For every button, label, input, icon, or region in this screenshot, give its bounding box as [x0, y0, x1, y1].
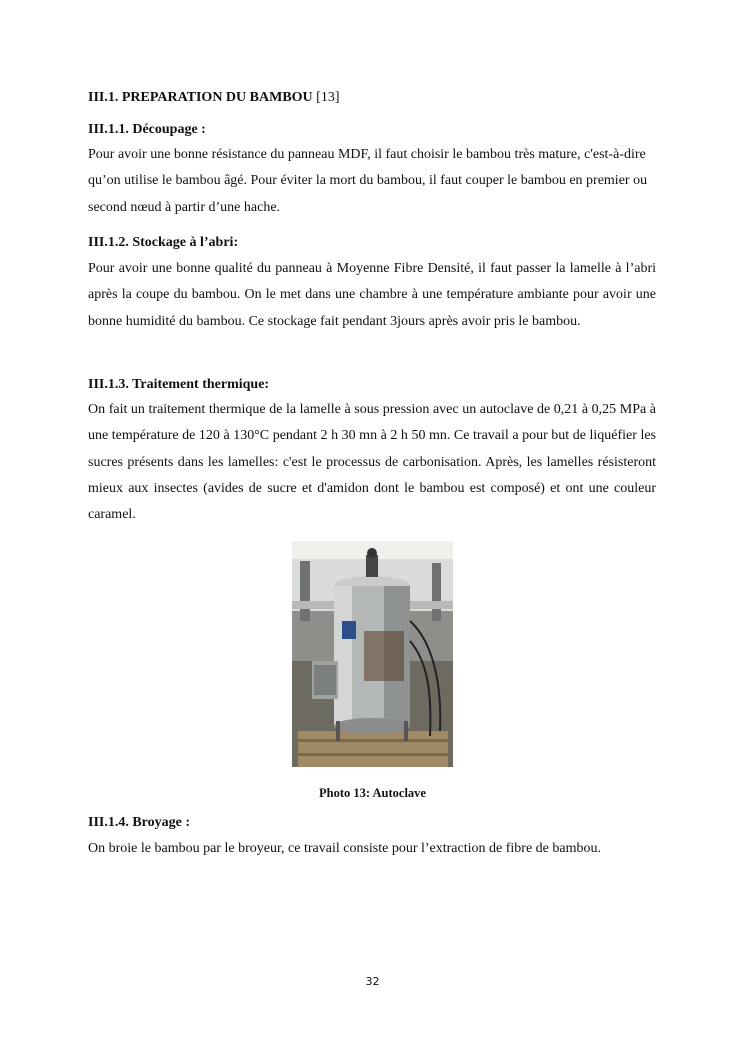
section-title [88, 90, 339, 106]
autoclave-illustration [292, 541, 453, 767]
paragraph-broyage: On broie le bambou par le broyeur, ce travail consiste pour l’extraction de fibre de bambou. [88, 841, 601, 856]
subsection-heading-stockage: III.1.2. Stockage à l’abri: [88, 235, 239, 250]
subsection-heading-traitement: III.1.3. Traitement thermique: [88, 377, 270, 392]
paragraph-traitement: On fait un traitement thermique de la lamelle à sous pression avec un autoclave de 0,21 à 0,25 MPa à une température de 120 à 130°C pendant 2 h 30 mn à 2 h 50 mn. Ce travail a pour but de liquéfier les sucres présents dans les lamelles: c'est le processus de carbonisation. Après, les lamelles résisteront mieux aux insectes (avides de sucre et d'amidon dont le bambou est composé) et ont une couleur caramel. [88, 402, 656, 523]
subsection-heading-decoupage: III.1.1. Découpage : [88, 122, 206, 137]
subsection-heading-broyage: III.1.4. Broyage : [88, 815, 191, 830]
autoclave-photo [292, 541, 453, 767]
page-number: 32 [365, 975, 380, 988]
photo-caption: Photo 13: Autoclave [319, 786, 426, 800]
paragraph-decoupage: Pour avoir une bonne résistance du panneau MDF, il faut choisir le bambou très mature, c'est-à-dire qu’on utilise le bambou âgé. Pour éviter la mort du bambou, il faut couper le bambou en premier ou second nœud à partir d’une hache. [88, 147, 648, 215]
paragraph-stockage: Pour avoir une bonne qualité du panneau à Moyenne Fibre Densité, il faut passer la lamelle à l’abri après la coupe du bambou. On le met dans une chambre à une température ambiante pour avoir une bonne humidité du bambou. Ce stockage fait pendant 3jours après avoir pris le bambou. [88, 261, 656, 329]
section-reference: [13] [316, 90, 340, 105]
section-title-text: III.1. PREPARATION DU BAMBOU [88, 90, 313, 105]
